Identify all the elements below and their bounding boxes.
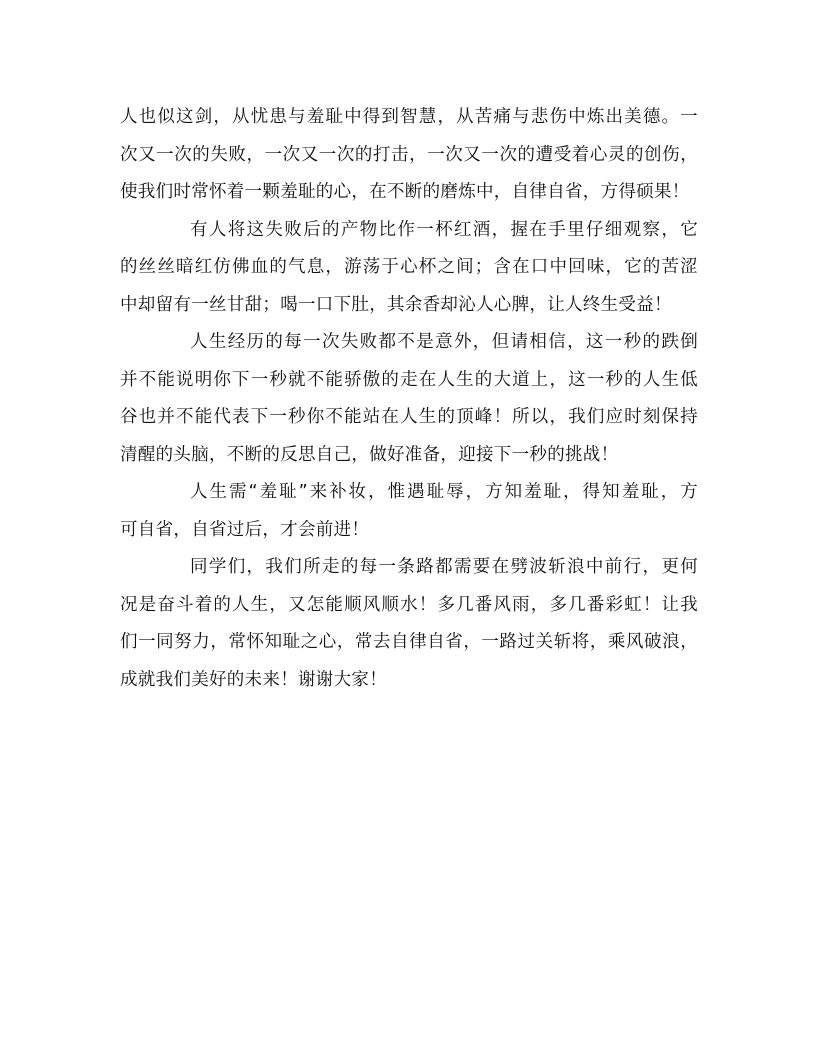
text-line: 谷也并不能代表下一秒你不能站在人生的顶峰！所以，我们应时刻保持 bbox=[120, 407, 698, 427]
paragraph-1 bbox=[120, 99, 698, 212]
text-line: 可自省，自省过后，才会前进！ bbox=[120, 519, 370, 540]
text-line: 中却留有一丝甘甜；喝一口下肚，其余香却沁人心脾，让人终生受益！ bbox=[120, 294, 672, 315]
text-line: 成就我们美好的未来！谢谢大家！ bbox=[120, 669, 387, 690]
paragraph-3 bbox=[120, 324, 698, 474]
text-line: 况是奋斗着的人生，又怎能顺风顺水！多几番风雨，多几番彩虹！让我 bbox=[120, 594, 698, 615]
document-body bbox=[120, 99, 698, 699]
text-line: 人生经历的每一次失败都不是意外，但请相信，这一秒的跌倒 bbox=[190, 332, 698, 352]
text-line: 清醒的头脑，不断的反思自己，做好准备，迎接下一秒的挑战！ bbox=[120, 444, 619, 465]
text-line: 同学们，我们所走的每一条路都需要在劈波斩浪中前行，更何 bbox=[190, 557, 698, 577]
paragraph-2 bbox=[120, 212, 698, 325]
text-line: 有人将这失败后的产物比作一杯红酒，握在手里仔细观察，它 bbox=[190, 219, 698, 240]
text-line: 人生需“羞耻”来补妆，惟遇耻辱，方知羞耻，得知羞耻，方 bbox=[190, 482, 698, 502]
text-line: 次又一次的失败，一次又一次的打击，一次又一次的遭受着心灵的创伤， bbox=[120, 144, 698, 165]
text-line: 们一同努力，常怀知耻之心，常去自律自省，一路过关斩将，乘风破浪， bbox=[120, 632, 698, 652]
paragraph-4 bbox=[120, 474, 698, 549]
paragraph-5 bbox=[120, 549, 698, 699]
text-line: 人也似这剑，从忧患与羞耻中得到智慧，从苦痛与悲伤中炼出美德。一 bbox=[120, 107, 698, 127]
text-line: 并不能说明你下一秒就不能骄傲的走在人生的大道上，这一秒的人生低 bbox=[120, 369, 698, 390]
text-line: 使我们时常怀着一颗羞耻的心，在不断的磨炼中，自律自省，方得硕果！ bbox=[120, 182, 690, 202]
text-line: 的丝丝暗红仿佛血的气息，游荡于心杯之间；含在口中回味，它的苦涩 bbox=[120, 257, 698, 277]
